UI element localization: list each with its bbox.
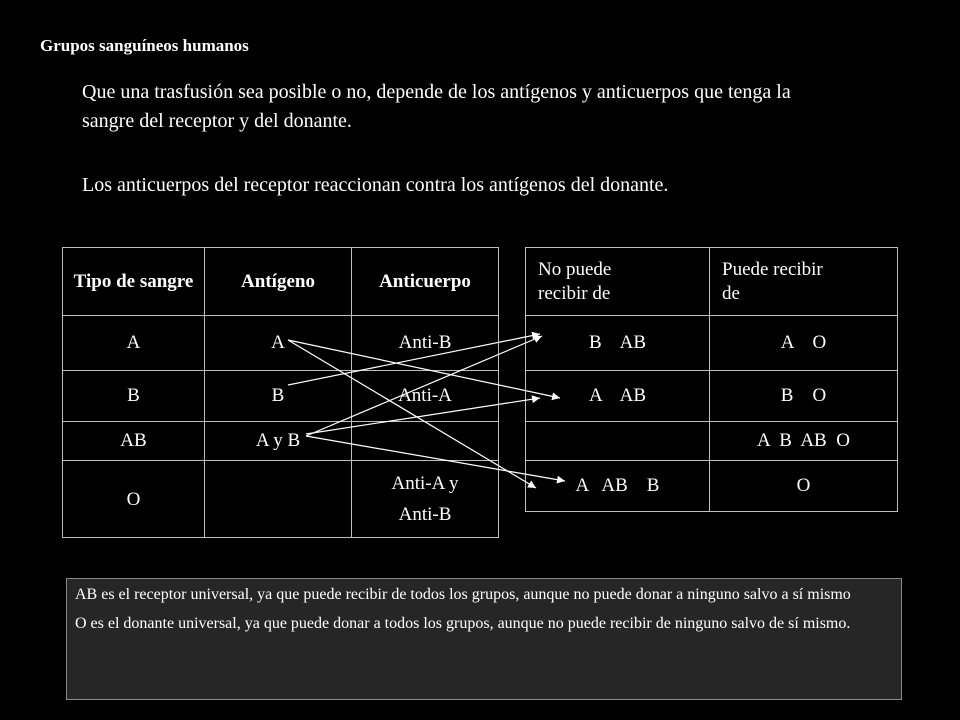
cell-type-ab: AB [63,422,205,461]
can-receive-o: O [710,461,898,512]
can-receive-ab: A B AB O [710,422,898,461]
antibody-o-text: Anti-A y Anti-B [391,473,459,525]
header-cannot-receive-text: No puede recibir de [538,258,612,304]
arrow-ab-to-o-row [306,436,565,481]
cell-antigen-ab: A y B [205,422,352,461]
cell-antigen-b: B [205,371,352,422]
can-receive-a: A O [710,316,898,371]
arrow-a-to-ab-b [288,340,536,488]
header-blood-type: Tipo de sangre [63,248,205,316]
arrow-a-to-b-row [288,340,560,398]
cell-antigen-a: A [205,316,352,371]
cell-antibody-a: Anti-B [352,316,499,371]
intro-paragraph: Que una trasfusión sea posible o no, depende de los antígenos y anticuerpos que tenga la sangre del receptor y del donante. [82,81,791,132]
cell-type-b: B [63,371,205,422]
cannot-receive-o: A AB B [526,461,710,512]
can-receive-b: B O [710,371,898,422]
cannot-receive-b: A AB [526,371,710,422]
arrow-ab-to-b-row [306,398,540,434]
note-universal-receiver: AB es el receptor universal, ya que puede recibir de todos los grupos, aunque no puede donar a ninguno salvo a sí mismo [75,586,851,603]
page-title: Grupos sanguíneos humanos [40,36,249,55]
cell-type-o: O [63,461,205,538]
cannot-receive-a: B AB [526,316,710,371]
header-can-receive-text: Puede recibir de [722,258,823,304]
cell-antibody-b: Anti-A [352,371,499,422]
universal-note [66,578,902,700]
antibody-paragraph: Los anticuerpos del receptor reaccionan contra los antígenos del donante. [82,174,669,196]
note-universal-donor: O es el donante universal, ya que puede donar a todos los grupos, aunque no puede recibir de ninguno salvo de sí mismo. [75,615,851,632]
arrow-b-to-a-row [288,334,540,385]
header-antigen: Antígeno [205,248,352,316]
cell-type-a: A [63,316,205,371]
header-antibody: Anticuerpo [352,248,499,316]
